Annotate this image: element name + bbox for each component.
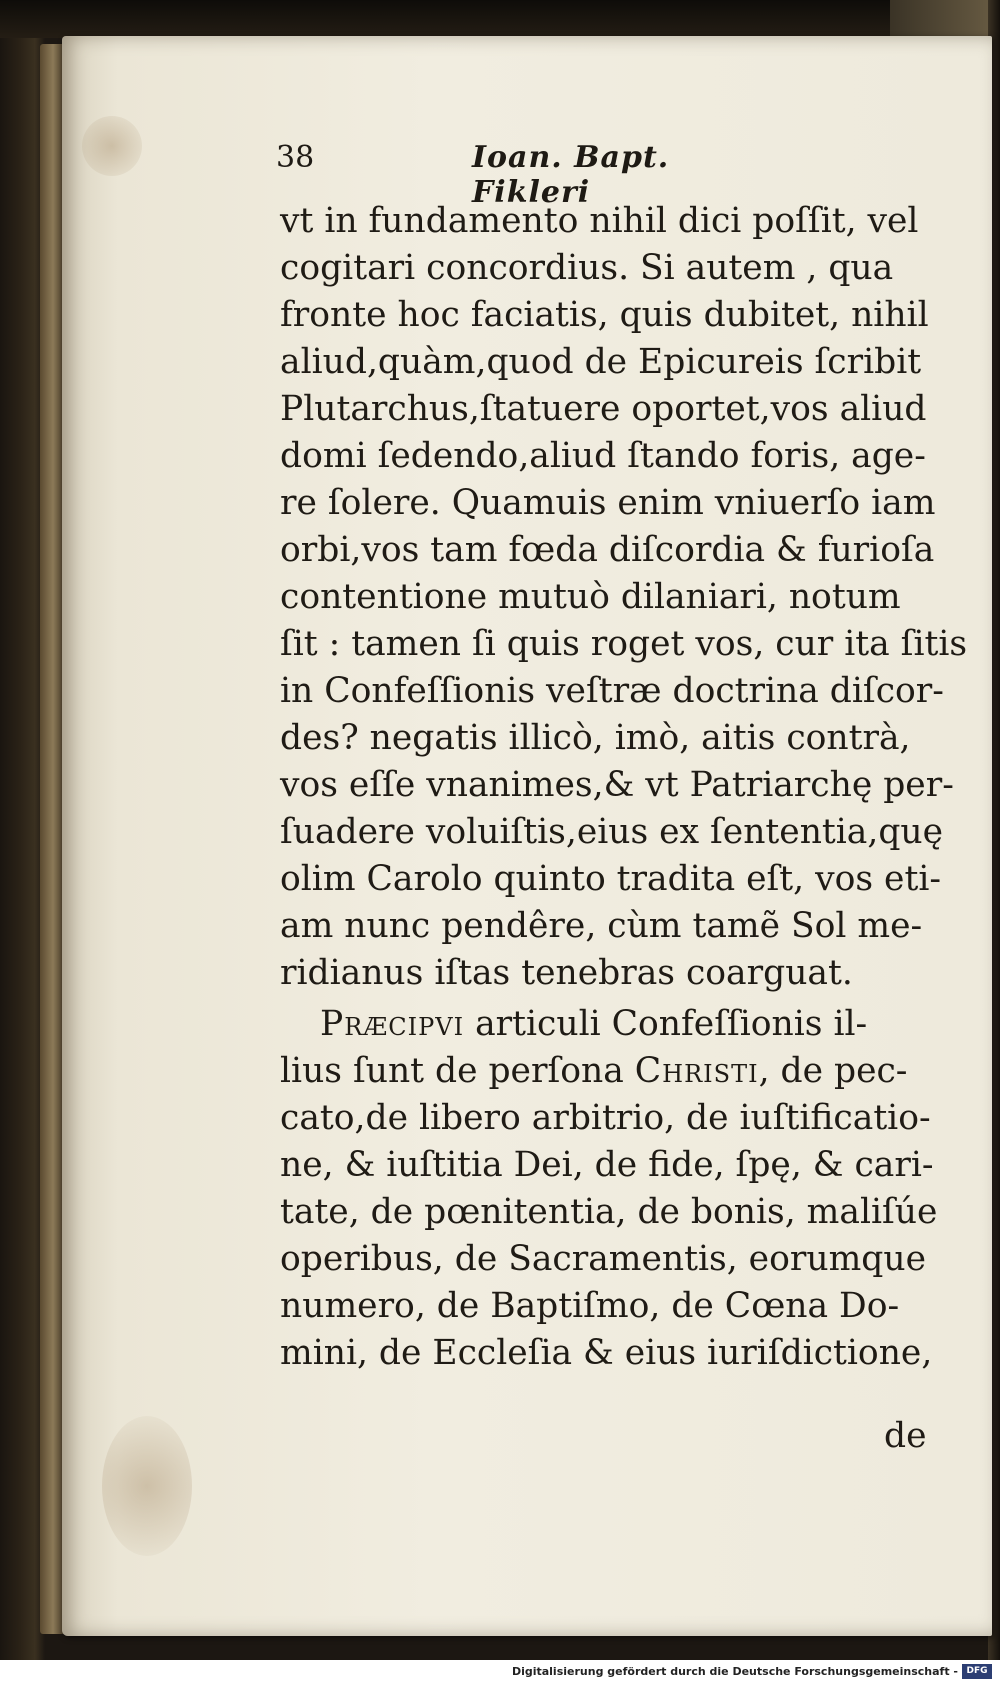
text-line: in Confeſſionis veſtræ doctrina diſcor- — [280, 671, 944, 711]
text-line: domi ſedendo,aliud ſtando foris, age- — [280, 436, 926, 476]
text-line: fronte hoc faciatis, quis dubitet, nihil — [280, 295, 929, 335]
paragraph-1 — [280, 198, 968, 997]
page-number: 38 — [276, 140, 315, 175]
page-header — [276, 140, 776, 210]
page-stain — [102, 1416, 192, 1556]
text-line — [280, 1048, 940, 1095]
text-line: vos eſſe vnanimes,& vt Patriarchę per- — [280, 765, 954, 805]
text-line: am nunc pendêre, cùm tamẽ Sol me- — [280, 906, 923, 946]
text-line: des? negatis illicò, imò, aitis contrà, — [280, 718, 911, 758]
dfg-logo-icon: DFG — [962, 1664, 992, 1679]
text-line: operibus, de Sacramentis, eorumque — [280, 1239, 927, 1279]
text-line: ſuadere voluiſtis,eius ex ſententia,quę — [280, 812, 944, 852]
text-line: cogitari concordius. Si autem , qua — [280, 248, 894, 288]
body-text — [280, 198, 968, 1377]
text-line: numero, de Baptiſmo, de Cœna Do- — [280, 1286, 900, 1326]
page-stain — [82, 116, 142, 176]
text-span: articuli Confeſſionis il- — [464, 1004, 868, 1044]
text-line: cato,de libero arbitrio, de iuſtificatio- — [280, 1098, 931, 1138]
running-title: Ioan. Bapt. Fikleri — [472, 140, 670, 210]
text-line: aliud,quàm,quod de Epicureis ſcribit — [280, 342, 922, 382]
paragraph-lead-word: Præcipvi — [320, 1004, 465, 1044]
text-line: olim Carolo quinto tradita eſt, vos eti- — [280, 859, 942, 899]
text-span: , de pec- — [758, 1051, 908, 1091]
book-corner — [890, 0, 1000, 38]
text-line: vt in fundamento nihil dici poſſit, vel — [280, 201, 919, 241]
small-caps-name: Christi — [634, 1051, 759, 1091]
text-line: ridianus iſtas tenebras coarguat. — [280, 953, 853, 993]
book-top-edge — [0, 0, 1000, 38]
text-line: mini, de Eccleſia & eius iuriſdictione, — [280, 1333, 933, 1373]
text-span: lius ſunt de perſona — [280, 1051, 635, 1091]
text-line — [280, 1001, 940, 1048]
text-line: orbi,vos tam fœda diſcordia & furioſa — [280, 530, 935, 570]
text-line: tate, de pœnitentia, de bonis, maliſúe — [280, 1192, 938, 1232]
text-line: re ſolere. Quamuis enim vniuerſo iam — [280, 483, 936, 523]
text-line: contentione mutuò dilaniari, notum — [280, 577, 901, 617]
text-line: Plutarchus,ſtatuere oportet,vos aliud — [280, 389, 927, 429]
footer-credit: Digitalisierung gefördert durch die Deutsche Forschungsgemeinschaft - — [511, 1665, 958, 1678]
paragraph-2 — [280, 1001, 940, 1377]
text-line: ne, & iuſtitia Dei, de fide, ſpę, & cari- — [280, 1145, 934, 1185]
catchword: de — [884, 1416, 927, 1456]
text-line: ſit : tamen ſi quis roget vos, cur ita ſitis — [280, 624, 968, 664]
digitization-footer — [0, 1660, 1000, 1684]
